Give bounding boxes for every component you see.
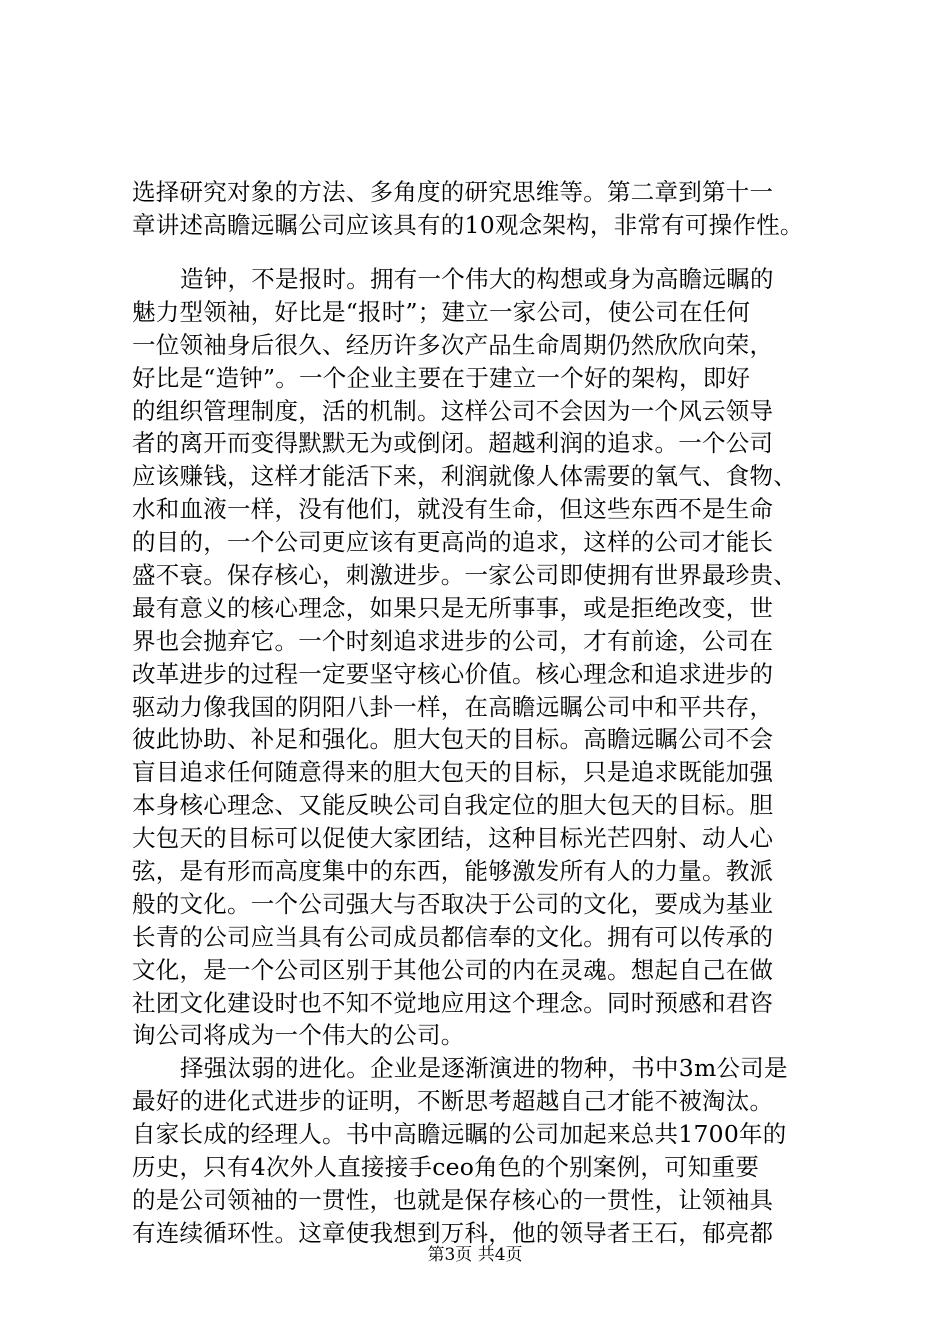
- main-text-block: [132, 263, 832, 1250]
- text-line: 盛不衰。保存核心，刺激进步。一家公司即使拥有世界最珍贵、: [132, 561, 797, 590]
- text-line: 弦，是有形而高度集中的东西，能够激发所有人的力量。教派: [132, 857, 774, 886]
- text-line: 的是公司领袖的一贯性，也就是保存核心的一贯性，让领袖具: [132, 1185, 774, 1214]
- text-line: 章讲述高瞻远瞩公司应该具有的10观念架构，非常有可操作性。: [132, 210, 804, 239]
- text-line: 社团文化建设时也不知不觉地应用这个理念。同时预感和君咨: [132, 988, 774, 1017]
- text-line: 盲目追求任何随意得来的胆大包天的目标，只是追求既能加强: [132, 758, 774, 787]
- text-line: 本身核心理念、又能反映公司自我定位的胆大包天的目标。胆: [132, 791, 774, 820]
- text-line: 最有意义的核心理念，如果只是无所事事，或是拒绝改变，世: [132, 593, 774, 622]
- text-line: 文化，是一个公司区别于其他公司的内在灵魂。想起自己在做: [132, 955, 774, 984]
- text-line: 彼此协助、补足和强化。胆大包天的目标。高瞻远瞩公司不会: [132, 725, 774, 754]
- text-line: 般的文化。一个公司强大与否取决于公司的文化，要成为基业: [132, 889, 774, 918]
- text-line: 历史，只有4次外人直接接手ceo角色的个别案例，可知重要: [132, 1153, 760, 1182]
- text-line: 驱动力像我国的阴阳八卦一样，在高瞻远瞩公司中和平共存，: [132, 692, 774, 721]
- text-line: 最好的进化式进步的证明，不断思考超越自己才能不被淘汰。: [132, 1087, 774, 1116]
- page-footer: [0, 1244, 950, 1266]
- text-line: 界也会抛弃它。一个时刻追求进步的公司，才有前途，公司在: [132, 626, 774, 655]
- page-number-label: 第3页 共4页: [427, 1245, 523, 1265]
- text-line: 造钟，不是报时。拥有一个伟大的构想或身为高瞻远瞩的: [180, 265, 774, 293]
- intro-text-block: [132, 176, 832, 242]
- text-line: 改革进步的过程一定要坚守核心价值。核心理念和追求进步的: [132, 659, 774, 688]
- text-line: 大包天的目标可以促使大家团结，这种目标光芒四射、动人心: [132, 824, 774, 853]
- text-line: 长青的公司应当具有公司成员都信奉的文化。拥有可以传承的: [132, 922, 774, 951]
- text-line: 询公司将成为一个伟大的公司。: [132, 1021, 465, 1050]
- text-line: 的目的，一个公司更应该有更高尚的追求，这样的公司才能长: [132, 528, 774, 557]
- text-line: 者的离开而变得默默无为或倒闭。超越利润的追求。一个公司: [132, 429, 774, 458]
- text-line: 一位领袖身后很久、经历许多次产品生命周期仍然欣欣向荣，: [132, 330, 774, 359]
- text-line: 魅力型领袖，好比是“报时”；建立一家公司，使公司在任何: [132, 297, 751, 326]
- text-line: 好比是“造钟”。一个企业主要在于建立一个好的架构，即好: [132, 363, 751, 392]
- text-line: 的组织管理制度，活的机制。这样公司不会因为一个风云领导: [132, 396, 774, 425]
- text-line: 有连续循环性。这章使我想到万科，他的领导者王石，郁亮都: [132, 1218, 774, 1247]
- text-line: 选择研究对象的方法、多角度的研究思维等。第二章到第十一: [132, 178, 774, 206]
- text-line: 水和血液一样，没有他们，就没有生命，但这些东西不是生命: [132, 495, 774, 524]
- text-line: 择强汰弱的进化。企业是逐渐演进的物种，书中3m公司是: [180, 1054, 788, 1083]
- text-line: 应该赚钱，这样才能活下来，利润就像人体需要的氧气、食物、: [132, 462, 797, 491]
- text-line: 自家长成的经理人。书中高瞻远瞩的公司加起来总共1700年的: [132, 1120, 787, 1149]
